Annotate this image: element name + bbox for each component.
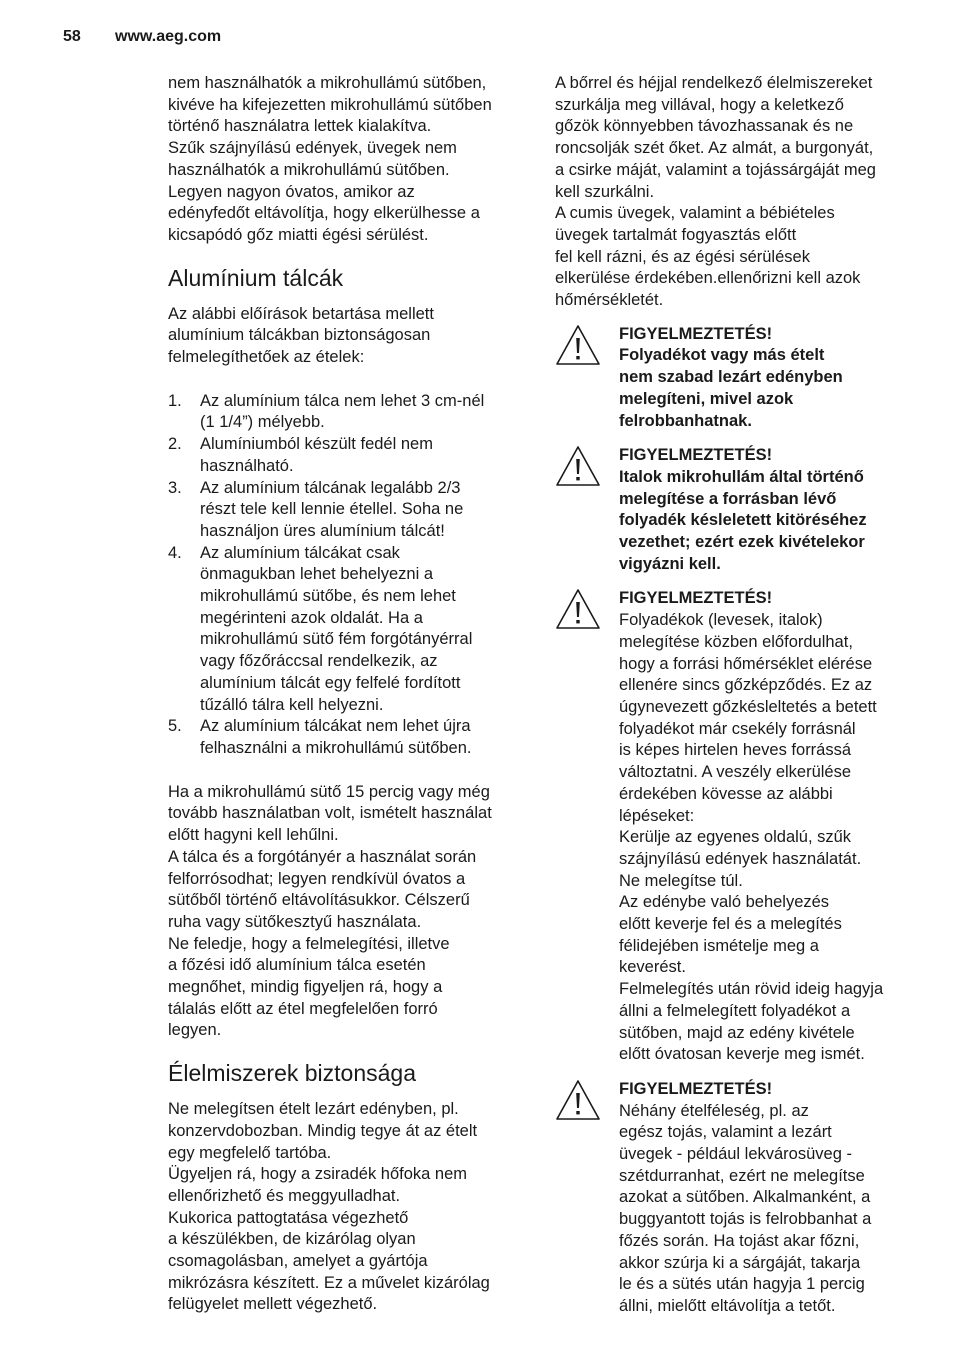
text-line: Kukorica pattogtatása végezhető (168, 1208, 409, 1227)
text-line: előtt óvatosan keverje meg ismét. (619, 1045, 865, 1064)
list-number: 4. (168, 543, 182, 562)
text-line: felrobbanhatnak. (619, 411, 752, 430)
text-line: tűzálló tálra kell helyezni. (200, 695, 384, 714)
text-line: Az edénybe való behelyezés (619, 893, 830, 912)
text-line: történő használatra lettek kialakítva. (168, 117, 432, 136)
text-line: A bőrrel és héjjal rendelkező élelmiszereket (555, 74, 873, 92)
text-line: szétdurranhat, ezért ne melegítse (619, 1166, 865, 1185)
warning-triangle-icon (555, 324, 601, 366)
text-line: A tálca és a forgótányér a használat során (168, 847, 477, 866)
text-line: Italok mikrohullám által történő (619, 467, 864, 486)
text-line: folyadékot már csekély forrásnál (619, 719, 856, 738)
text-line: önmagukban lehet behelyezni a (200, 565, 434, 584)
text-line: hőmérsékletét. (555, 291, 664, 310)
warning-triangle-icon (555, 1079, 601, 1121)
text-line: Az alumínium tálcákat nem lehet újra (200, 717, 471, 736)
text-line: részt tele kell lennie étellel. Soha ne (200, 500, 464, 519)
text-line: Ne melegítsen ételt lezárt edényben, pl. (168, 1100, 459, 1119)
warning-block (555, 324, 915, 433)
text-line: Ha a mikrohullámú sütő 15 percig vagy még (168, 782, 490, 801)
text-line: megnőhet, mindig figyeljen rá, hogy a (168, 978, 443, 997)
header-url: www.aeg.com (115, 28, 222, 45)
text-line: főzés során. Ha tojást akar főzni, (619, 1231, 860, 1250)
text-line: keverést. (619, 958, 686, 977)
text-line: mikrózásra készített. Ez a művelet kizárólag (168, 1273, 490, 1292)
text-line: Az alumínium tálcákat csak (200, 543, 400, 562)
section-heading-aluminium: Alumínium tálcák (168, 264, 344, 291)
text-line: hogy a forrási hőmérséklet elérése (619, 654, 873, 673)
text-line: egy megfelelő tartóba. (168, 1143, 332, 1162)
text-line: sütőből történő eltávolításukkor. Célszerű (168, 891, 470, 910)
text-line: vezethet; ezért ezek kivételekor (619, 533, 865, 552)
warning-title: FIGYELMEZTETÉS! (619, 589, 773, 608)
text-line: a főzési idő alumínium tálca esetén (168, 956, 426, 975)
text-line: szurkálja meg villával, hogy a keletkező (555, 95, 844, 114)
text-line: roncsolják szét őket. Az almát, a burgonyát, (555, 139, 874, 158)
text-line: Az alumínium tálca nem lehet 3 cm-nél (200, 391, 485, 410)
text-line: egész tojás, valamint a lezárt (619, 1123, 832, 1142)
list-item (168, 716, 530, 759)
text-line: megérinteni azok oldalát. Ha a (200, 608, 423, 627)
aluminium-intro (168, 304, 530, 369)
right-intro-paragraph (555, 73, 915, 312)
text-line: akkor szúrja ki a sárgáját, takarja (619, 1253, 861, 1272)
text-line: ellenőrizhető és meggyulladhat. (168, 1186, 401, 1205)
warning-triangle-icon (555, 588, 601, 630)
text-line: buggyantott tojás is felrobbanhat a (619, 1210, 872, 1229)
text-line: úgynevezett gőzkésleltetés a betett (619, 697, 877, 716)
text-line: Néhány ételféleség, pl. az (619, 1101, 809, 1120)
text-line: gőzök könnyebben távozhassanak és ne (555, 117, 854, 136)
text-line: tálalás előtt az étel megfelelően forró (168, 999, 438, 1018)
text-line: vigyázni kell. (619, 554, 721, 573)
text-line: a készülékben, de kizárólag olyan (168, 1230, 416, 1249)
right-column (555, 73, 915, 1318)
text-line: Felmelegítés után rövid ideig hagyja (619, 980, 884, 999)
text-line: le és a sütés után hagyja 1 percig (619, 1275, 865, 1294)
list-number: 3. (168, 478, 182, 497)
text-line: melegíteni, mivel azok (619, 389, 794, 408)
text-line: felügyelet mellett végezhető. (168, 1295, 378, 1314)
text-line: felhasználni a mikrohullámú sütőben. (200, 738, 472, 757)
list-item (168, 391, 530, 434)
text-line: felmelegíthetőek az ételek: (168, 348, 365, 367)
text-line: Ne melegítse túl. (619, 871, 743, 890)
text-line: sütőben, majd az edény kivétele (619, 1023, 855, 1042)
text-line: érdekében kövesse az alábbi (619, 784, 833, 803)
text-line: állni a felmelegített folyadékot a (619, 1001, 851, 1020)
text-line: legyen. (168, 1021, 222, 1040)
text-line: tovább használatban volt, ismételt használat (168, 804, 492, 823)
text-line: vagy főzőráccsal rendelkezik, az (200, 652, 438, 671)
left-column (168, 73, 530, 1316)
aluminium-notes (168, 782, 530, 1042)
text-line: használjon üres alumínium tálcát! (200, 521, 445, 540)
intro-paragraph (168, 73, 530, 247)
text-line: változtatni. A veszély elkerülése (619, 763, 852, 782)
text-line: Az alábbi előírások betartása mellett (168, 304, 434, 323)
text-line: Legyen nagyon óvatos, amikor az (168, 182, 415, 201)
text-line: alumínium tálcát egy felfelé fordított (200, 673, 461, 692)
text-line: állni, mielőtt eltávolítja a tetőt. (619, 1296, 836, 1315)
text-line: Alumíniumból készült fedél nem (200, 435, 433, 454)
text-line: azokat a sütőben. Alkalmanként, a (619, 1188, 871, 1207)
text-line: ruha vagy sütőkesztyű használata. (168, 912, 422, 931)
text-line: Ne feledje, hogy a felmelegítési, illetve (168, 934, 450, 953)
text-line: üvegek - például lekvárosüveg - (619, 1145, 852, 1164)
text-line: Kerülje az egyenes oldalú, szűk (619, 828, 852, 847)
text-line: mikrohullámú sütőbe, és nem lehet (200, 587, 456, 606)
warning-title: FIGYELMEZTETÉS! (619, 1079, 773, 1098)
text-line: félidejében ismételje meg a (619, 936, 819, 955)
list-number: 5. (168, 717, 182, 736)
text-line: Az alumínium tálcának legalább 2/3 (200, 478, 461, 497)
page-header (63, 28, 221, 46)
text-line: konzervdobozban. Mindig tegye át az ételt (168, 1121, 478, 1140)
warning-triangle-icon (555, 445, 601, 487)
list-item (168, 478, 530, 543)
warning-title: FIGYELMEZTETÉS! (619, 446, 773, 465)
text-line: előtt hagyni kell lehűlni. (168, 826, 339, 845)
text-line: is képes hirtelen heves forrássá (619, 741, 852, 760)
text-line: Ügyeljen rá, hogy a zsiradék hőfoka nem (168, 1165, 467, 1184)
food-safety-paragraph (168, 1099, 530, 1316)
warning-block (555, 445, 915, 575)
text-line: mikrohullámú sütő fém forgótányérral (200, 630, 473, 649)
aluminium-rules-list (168, 391, 530, 760)
text-line: ellenére sincs gőzképződés. Ez az (619, 676, 873, 695)
text-line: üvegek tartalmát fogyasztás előtt (555, 225, 797, 244)
text-line: alumínium tálcákban biztonságosan (168, 326, 431, 345)
section-heading-food-safety: Élelmiszerek biztonsága (168, 1060, 417, 1087)
text-line: fel kell rázni, és az égési sérülések (555, 247, 810, 266)
text-line: a csirke máját, valamint a tojássárgáját meg (555, 160, 876, 179)
text-line: kell szurkálni. (555, 182, 655, 201)
text-line: nem használhatók a mikrohullámú sütőben, (168, 74, 487, 92)
text-line: (1 1/4”) mélyebb. (200, 413, 325, 432)
text-line: Szűk szájnyílású edények, üvegek nem (168, 139, 457, 158)
text-line: elkerülése érdekében.ellenőrizni kell azok (555, 269, 861, 288)
text-line: edényfedőt eltávolítja, hogy elkerülhesse a (168, 204, 480, 223)
text-line: használható. (200, 456, 294, 475)
text-line: szájnyílású edények használatát. (619, 849, 862, 868)
text-line: nem szabad lezárt edényben (619, 368, 843, 387)
warning-title: FIGYELMEZTETÉS! (619, 324, 773, 343)
text-line: A cumis üvegek, valamint a bébiételes (555, 204, 835, 223)
text-line: lépéseket: (619, 806, 695, 825)
warning-block (555, 588, 915, 1065)
text-line: kicsapódó gőz miatti égési sérülést. (168, 225, 429, 244)
warning-block (555, 1079, 915, 1318)
text-line: folyadék késleletett kitöréséhez (619, 511, 867, 530)
text-line: melegítése a forrásban lévő (619, 489, 837, 508)
text-line: előtt keverje fel és a melegítés (619, 915, 842, 934)
text-line: Folyadékot vagy más ételt (619, 346, 825, 365)
list-item (168, 543, 530, 717)
text-line: kivéve ha kifejezetten mikrohullámú sütőben (168, 95, 492, 114)
text-line: csomagolásban, amelyet a gyártója (168, 1252, 428, 1271)
text-line: melegítése közben előfordulhat, (619, 632, 853, 651)
list-number: 2. (168, 435, 182, 454)
list-item (168, 434, 530, 477)
list-number: 1. (168, 391, 182, 410)
text-line: használhatók a mikrohullámú sütőben. (168, 160, 450, 179)
page-number: 58 (63, 28, 81, 45)
text-line: Folyadékok (levesek, italok) (619, 611, 823, 630)
text-line: felforrósodhat; legyen rendkívül óvatos a (168, 869, 466, 888)
